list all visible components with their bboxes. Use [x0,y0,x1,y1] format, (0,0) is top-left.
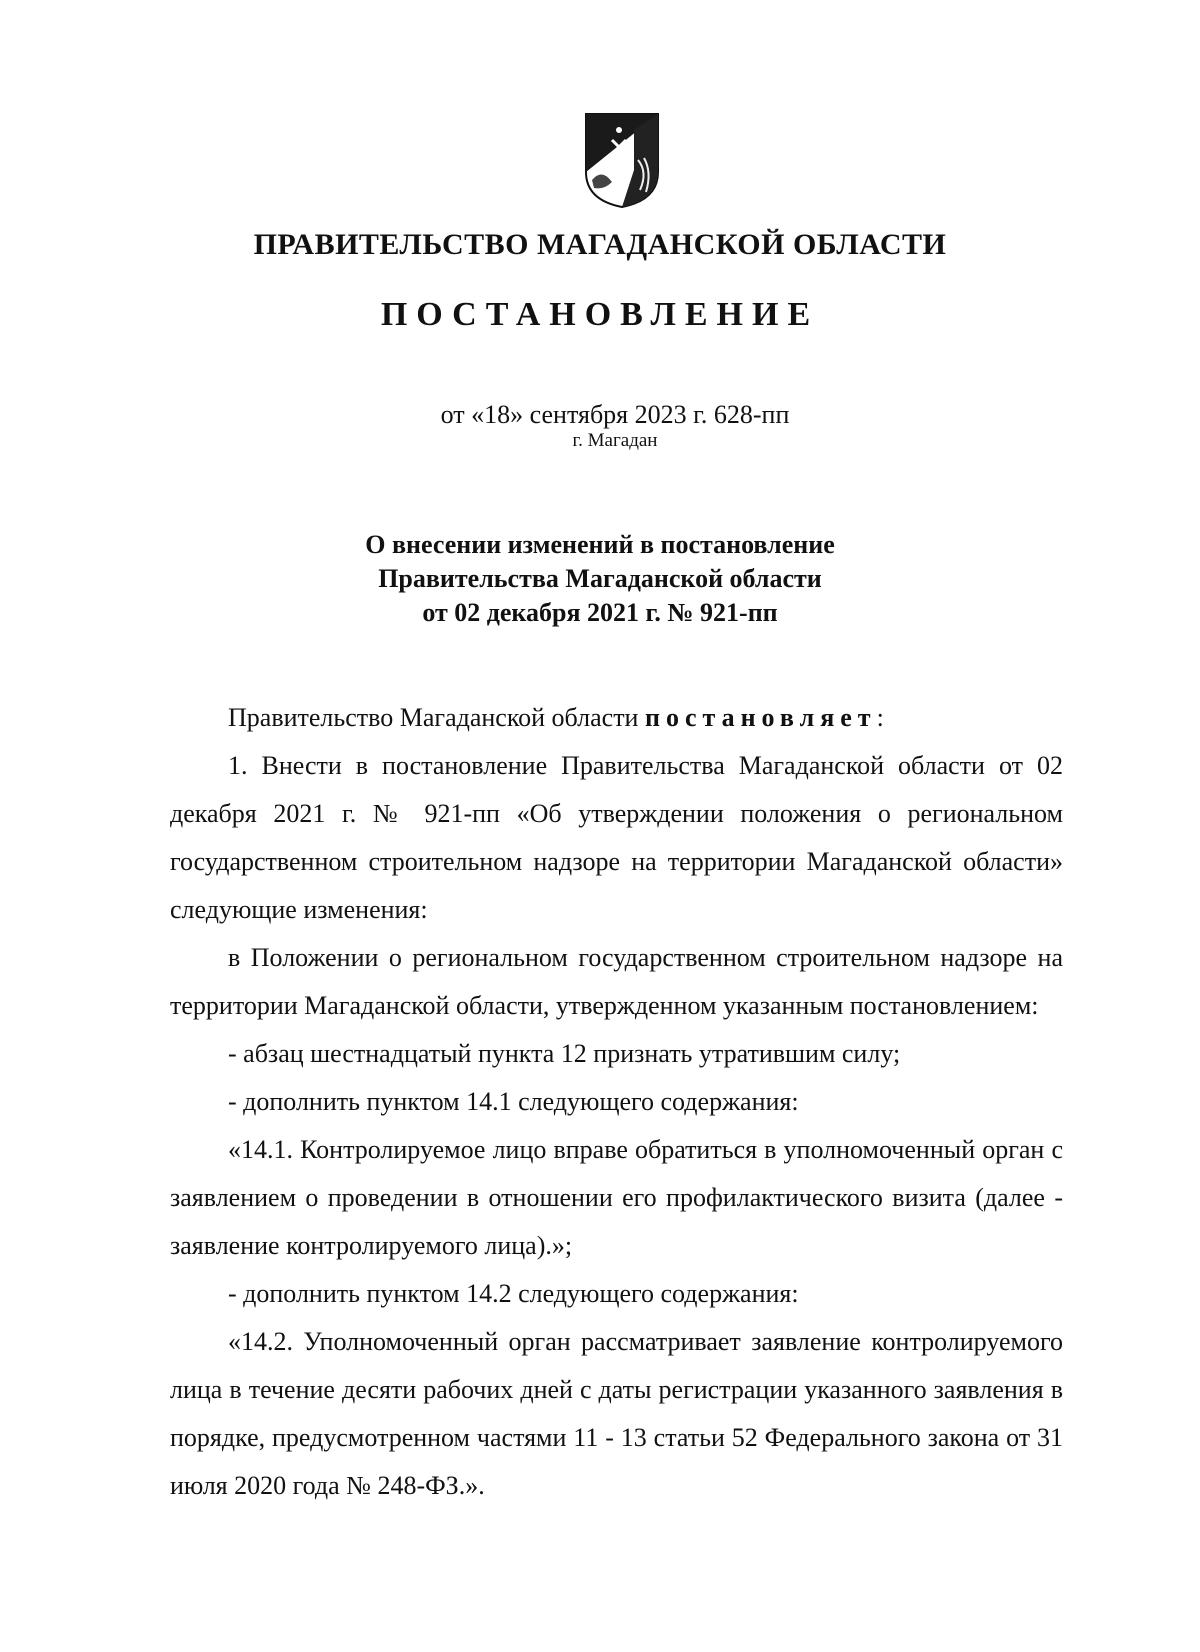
paragraph-4: - дополнить пунктом 14.1 следующего содержания: [228,1087,799,1116]
paragraph-5: «14.1. Контролируемое лицо вправе обратиться в уполномоченный орган с заявлением о проведении в отношении его профилактического визита (далее - заявление контролируемого лица).»; [170,1135,1063,1260]
date-and-number: от «18» сентября 2023 г. 628-пп [440,400,790,429]
city: г. Магадан [572,430,658,451]
subject-line-3: от 02 декабря 2021 г. № 921-пп [422,598,778,627]
document-body [170,694,1063,1510]
paragraph-3: - абзац шестнадцатый пункта 12 признать утратившим силу; [228,1039,901,1068]
paragraph-7: «14.2. Уполномоченный орган рассматривает заявление контролируемого лица в течение десяти рабочих дней с даты регистрации указанного заявления в порядке, предусмотренном частями 11 - 13 статьи 52 Федерального закона от 31 июля 2020 года № 248-ФЗ.». [170,1327,1063,1500]
coat-of-arms-icon [582,110,662,210]
government-title: ПРАВИТЕЛЬСТВО МАГАДАНСКОЙ ОБЛАСТИ [253,228,947,261]
paragraph-6: - дополнить пунктом 14.2 следующего содержания: [228,1279,799,1308]
paragraph-1: 1. Внести в постановление Правительства Магаданской области от 02 декабря 2021 г. № 921-пп «Об утверждении положения о региональном государственном строительном надзоре на территории Магаданской области» следующие изменения: [170,751,1063,924]
paragraph-2: в Положении о региональном государственном строительном надзоре на территории Магаданской области, утвержденном указанным постановлением: [170,943,1063,1020]
subject-heading [0,528,1200,630]
intro-text: Правительство Магаданской области [228,703,645,732]
intro-tail: : [876,703,884,732]
subject-line-1: О внесении изменений в постановление [365,530,835,559]
intro-paragraph [170,694,1063,742]
document-type: ПОСТАНОВЛЕНИЕ [380,296,820,333]
subject-line-2: Правительства Магаданской области [378,564,822,593]
intro-emphasis: постановляет [644,703,877,732]
